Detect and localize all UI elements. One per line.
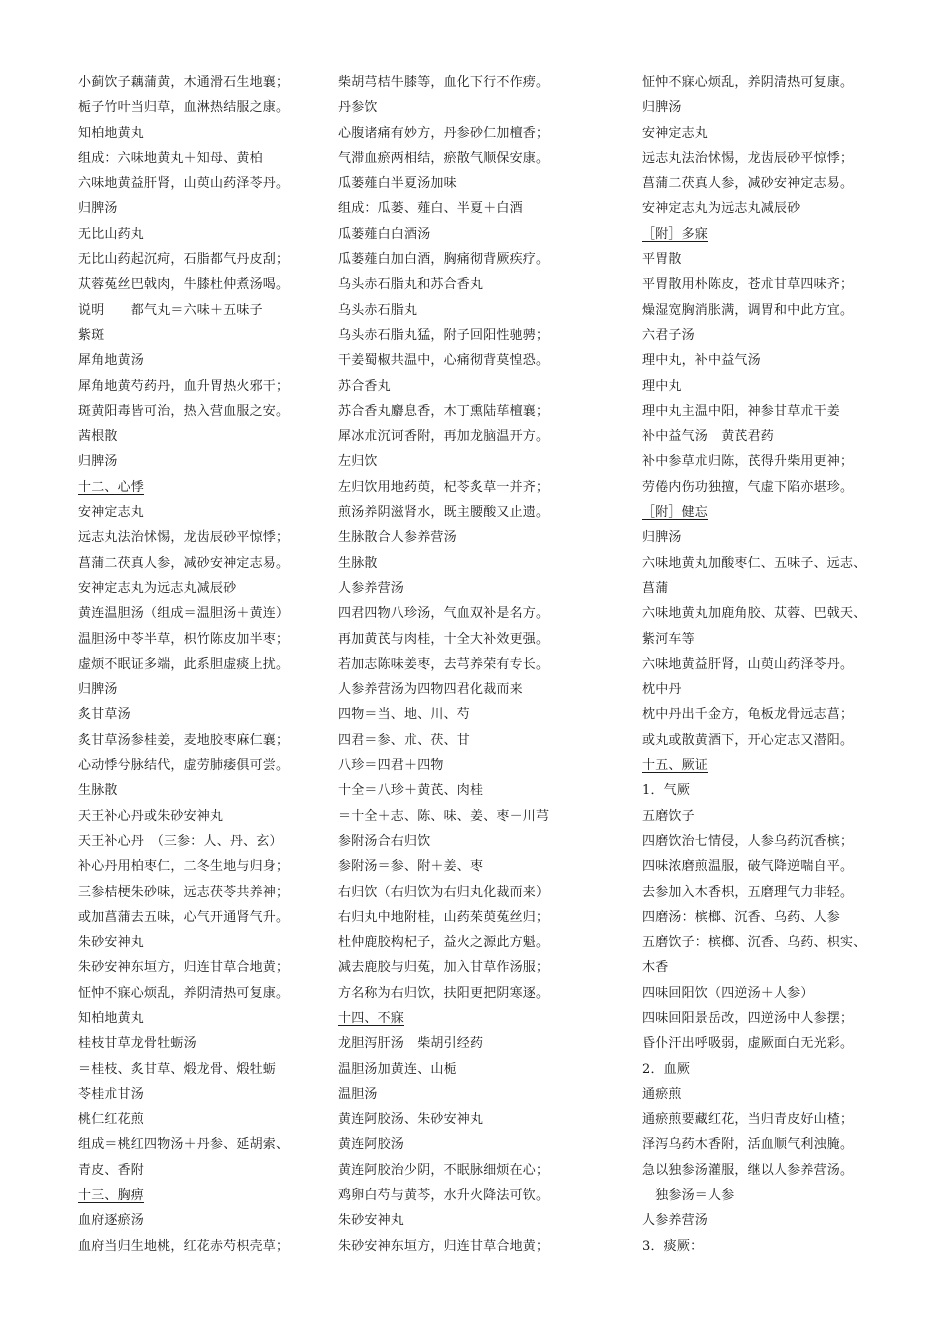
text-line: 炙甘草汤 — [78, 707, 131, 723]
text-line: 天王补心丹或朱砂安神丸 — [78, 808, 224, 824]
text-line: 八珍＝四君＋四物 — [338, 758, 444, 774]
text-line: 苏合香丸麝息香，木丁熏陆荜檀襄； — [338, 403, 550, 419]
text-line: 乌头赤石脂丸和苏合香丸 — [338, 277, 484, 293]
text-line: 或丸或散黄酒下，开心定志又潜阳。 — [642, 732, 854, 748]
text-line: 补中益气汤 黄芪君药 — [642, 429, 775, 445]
text-line: 知柏地黄丸 — [78, 1010, 145, 1026]
text-line: 瓜蒌薤白半夏汤加味 — [338, 176, 457, 192]
text-line: 怔忡不寐心烦乱，养阴清热可复康。 — [642, 75, 854, 90]
text-line: 右归饮（右归饮为右归丸化裁而来） — [338, 884, 550, 900]
text-column-middle — [338, 70, 590, 1259]
text-line: 犀冰朮沉诃香附，再加龙脑温开方。 — [338, 429, 550, 445]
text-line: 劳倦内伤功独擅，气虚下陷亦堪珍。 — [642, 479, 854, 495]
text-line: ＝桂枝、炙甘草、煅龙骨、煅牡蛎 — [78, 1061, 277, 1077]
text-line: 犀角地黄汤 — [78, 353, 145, 369]
text-line: 煎汤养阴滋肾水，既主腰酸又止遗。 — [338, 505, 550, 521]
text-line: 六味地黄丸加鹿角胶、苁蓉、巴戟天、 — [642, 606, 867, 622]
text-line: 通瘀煎 — [642, 1086, 682, 1102]
text-line: 组成＝桃红四物汤＋丹参、延胡索、 — [78, 1137, 290, 1153]
text-line: 安神定志丸 — [78, 505, 145, 521]
text-line: 瓜蒌薤白加白酒，胸痛彻背厥疾疗。 — [338, 252, 550, 268]
text-line: 泽泻乌药木香附，活血顺气利浊腌。 — [642, 1137, 854, 1153]
text-line: 燥湿宽胸消胀满，调胃和中此方宜。 — [642, 302, 854, 318]
text-line: 怔忡不寐心烦乱，养阴清热可复康。 — [78, 985, 290, 1001]
text-line: 参附汤＝参、附＋姜、枣 — [338, 859, 484, 875]
text-line: 菖蒲二茯真人参，减砂安神定志易。 — [78, 555, 290, 571]
text-line: 补中参草朮归陈，芪得升柴用更神； — [642, 454, 854, 470]
text-line: 说明 都气丸＝六味＋五味子 — [78, 302, 263, 318]
text-line: 安神定志丸 — [642, 125, 709, 141]
text-line: 平胃散用朴陈皮，苍朮甘草四味齐； — [642, 277, 854, 293]
text-line: 五磨饮子 — [642, 808, 695, 824]
text-line: 苓桂朮甘汤 — [78, 1086, 145, 1102]
text-line: 温胆汤 — [338, 1086, 378, 1102]
text-line: 组成：瓜蒌、薤白、半夏＋白酒 — [338, 201, 523, 217]
text-line: 干姜蜀椒共温中，心痛彻背莫惶恐。 — [338, 353, 550, 369]
text-line: 去参加入木香枳，五磨理气力非轻。 — [642, 884, 854, 900]
text-line: 瓜蒌薤白白酒汤 — [338, 226, 431, 242]
text-line: 六味地黄益肝肾，山萸山药泽苓丹。 — [642, 656, 854, 672]
text-line: 安神定志丸为远志丸减辰砂 — [78, 580, 237, 596]
text-line: 四磨饮治七情侵，人参乌药沉香槟； — [642, 833, 854, 849]
text-line: 朱砂安神丸 — [78, 935, 145, 951]
text-line: 十全＝八珍＋黄芪、肉桂 — [338, 783, 484, 799]
text-line: 栀子竹叶当归草，血淋热结服之康。 — [78, 100, 290, 116]
section-heading: ［附］健忘 — [642, 505, 709, 521]
text-line: 补心丹用柏枣仁，二冬生地与归身； — [78, 859, 290, 875]
text-line: 虚烦不眠证多端，此系胆虚痰上扰。 — [78, 656, 290, 672]
text-line: 黄连温胆汤（组成＝温胆汤＋黄连） — [78, 606, 290, 622]
text-line: 炙甘草汤参桂姜，麦地胶枣麻仁襄； — [78, 732, 290, 748]
text-line: 气滞血瘀两相结，瘀散气顺保安康。 — [338, 150, 550, 166]
text-line: 木香 — [642, 960, 669, 976]
text-line: 黄连阿胶汤 — [338, 1137, 405, 1153]
text-line: 2．血厥 — [642, 1061, 691, 1077]
text-line: 乌头赤石脂丸 — [338, 302, 418, 318]
text-line: 三参桔梗朱砂味，远志茯苓共养神； — [78, 884, 290, 900]
section-heading: 十四、不寐 — [338, 1010, 405, 1026]
text-line: 血府逐瘀汤 — [78, 1213, 145, 1229]
text-line: 朱砂安神东垣方，归连甘草合地黄； — [78, 960, 290, 976]
text-line: 理中丸主温中阳，神参甘草朮干姜 — [642, 403, 841, 419]
text-line: 左归饮用地药萸，杞苓炙草一并齐； — [338, 479, 550, 495]
section-heading: 十二、心悸 — [78, 479, 145, 495]
text-column-left — [78, 70, 323, 1259]
text-line: 理中丸 — [642, 378, 682, 394]
text-line: 远志丸法治怵惕，龙齿辰砂平惊悸； — [78, 530, 290, 546]
text-line: 平胃散 — [642, 252, 682, 268]
text-line: 丹参饮 — [338, 100, 378, 116]
text-line: 无比山药丸 — [78, 226, 145, 242]
text-line: 黄连阿胶治少阴，不眠脉细烦在心； — [338, 1162, 550, 1178]
text-line: 昏仆汗出呼吸弱，虚厥面白无光彩。 — [642, 1036, 854, 1052]
text-line: 参附汤合右归饮 — [338, 833, 431, 849]
text-line: 六味地黄益肝肾，山萸山药泽苓丹。 — [78, 176, 290, 192]
text-line: 人参养营汤为四物四君化裁而来 — [338, 682, 523, 698]
text-line: 小蓟饮子藕蒲黄，木通滑石生地襄； — [78, 75, 290, 90]
text-line: 归脾汤 — [78, 682, 118, 698]
text-line: 通瘀煎要藏红花，当归青皮好山楂； — [642, 1112, 854, 1128]
text-line: 知柏地黄丸 — [78, 125, 145, 141]
text-line: 四味回阳景岳改，四逆汤中人参摆； — [642, 1010, 854, 1026]
text-line: 四磨汤：槟榔、沉香、乌药、人参 — [642, 909, 841, 925]
text-line: 苁蓉菟丝巴戟肉，牛膝杜仲煮汤喝。 — [78, 277, 290, 293]
text-line: 再加黄芪与肉桂，十全大补效更强。 — [338, 631, 550, 647]
text-line: 桂枝甘草龙骨牡蛎汤 — [78, 1036, 197, 1052]
text-line: 无比山药起沉疴，石脂都气丹皮刮； — [78, 252, 290, 268]
text-line: 朱砂安神丸 — [338, 1213, 405, 1229]
text-line: 鸡卵白芍与黄芩，水升火降法可钦。 — [338, 1188, 550, 1204]
text-line: 苏合香丸 — [338, 378, 391, 394]
text-line: 朱砂安神东垣方，归连甘草合地黄； — [338, 1238, 550, 1254]
section-heading: 十三、胸痹 — [78, 1188, 145, 1204]
text-line: 菖蒲二茯真人参，减砂安神定志易。 — [642, 176, 854, 192]
text-line: 左归饮 — [338, 454, 378, 470]
text-line: 温胆汤中苓半草，枳竹陈皮加半枣； — [78, 631, 290, 647]
text-line: 心腹诸痛有妙方，丹参砂仁加檀香； — [338, 125, 550, 141]
text-line: 生脉散 — [78, 783, 118, 799]
text-column-right — [642, 70, 902, 1259]
text-line: 枕中丹出千金方，龟板龙骨远志菖； — [642, 707, 854, 723]
text-line: 远志丸法治怵惕，龙齿辰砂平惊悸； — [642, 150, 854, 166]
text-line: 四味浓磨煎温服，破气降逆喘自平。 — [642, 859, 854, 875]
text-line: 枕中丹 — [642, 682, 682, 698]
text-line: 柴胡芎桔牛膝等，血化下行不作痨。 — [338, 75, 550, 90]
section-heading: ［附］多寐 — [642, 226, 709, 242]
text-line: 归脾汤 — [78, 454, 118, 470]
text-line: 血府当归生地桃，红花赤芍枳壳草； — [78, 1238, 290, 1254]
text-line: 斑黄阳毒皆可治，热入营血服之安。 — [78, 403, 290, 419]
text-line: 组成：六味地黄丸＋知母、黄柏 — [78, 150, 263, 166]
section-heading: 十五、厥证 — [642, 758, 709, 774]
text-line: 减去鹿胶与归菟，加入甘草作汤服； — [338, 960, 550, 976]
text-line: 犀角地黄芍药丹，血升胃热火邪干； — [78, 378, 290, 394]
text-line: 龙胆泻肝汤 柴胡引经药 — [338, 1036, 484, 1052]
text-line: 方名称为右归饮，扶阳更把阴寒逐。 — [338, 985, 550, 1001]
text-line: 菖蒲 — [642, 580, 669, 596]
text-line: 五磨饮子：槟榔、沉香、乌药、枳实、 — [642, 935, 867, 951]
text-line: 归脾汤 — [642, 530, 682, 546]
text-line: 理中丸，补中益气汤 — [642, 353, 761, 369]
text-line: ＝十全＋志、陈、味、姜、枣－川芎 — [338, 808, 550, 824]
text-line: 独参汤＝人参 — [642, 1188, 735, 1204]
text-line: 茜根散 — [78, 429, 118, 445]
text-line: 紫河车等 — [642, 631, 695, 647]
text-line: 人参养营汤 — [642, 1213, 709, 1229]
text-line: 归脾汤 — [78, 201, 118, 217]
text-line: 四味回阳饮（四逆汤＋人参） — [642, 985, 814, 1001]
text-line: 或加菖蒲去五味，心气开通肾气升。 — [78, 909, 290, 925]
text-line: 若加志陈味姜枣，去芎养荣有专长。 — [338, 656, 550, 672]
text-line: 右归丸中地附桂，山药茱萸菟丝归； — [338, 909, 550, 925]
text-line: 安神定志丸为远志丸减辰砂 — [642, 201, 801, 217]
text-line: 四君四物八珍汤，气血双补是名方。 — [338, 606, 550, 622]
text-line: 乌头赤石脂丸猛，附子回阳性驰骋； — [338, 327, 550, 343]
text-line: 四君＝参、朮、茯、甘 — [338, 732, 471, 748]
text-line: 人参养营汤 — [338, 580, 405, 596]
text-line: 六君子汤 — [642, 327, 695, 343]
text-line: 温胆汤加黄连、山栀 — [338, 1061, 457, 1077]
text-line: 1．气厥 — [642, 783, 691, 799]
text-line: 青皮、香附 — [78, 1162, 145, 1178]
text-line: 四物＝当、地、川、芍 — [338, 707, 471, 723]
text-line: 心动悸兮脉结代，虚劳肺痿俱可尝。 — [78, 758, 290, 774]
text-line: 桃仁红花煎 — [78, 1112, 145, 1128]
text-line: 天王补心丹 （三参：人、丹、玄） — [78, 833, 283, 849]
text-line: 归脾汤 — [642, 100, 682, 116]
text-line: 六味地黄丸加酸枣仁、五味子、远志、 — [642, 555, 867, 571]
text-line: 杜仲鹿胶构杞子，益火之源此方魁。 — [338, 935, 550, 951]
text-line: 生脉散合人参养营汤 — [338, 530, 457, 546]
text-line: 急以独参汤灌服，继以人参养营汤。 — [642, 1162, 854, 1178]
text-line: 黄连阿胶汤、朱砂安神丸 — [338, 1112, 484, 1128]
text-line: 紫斑 — [78, 327, 105, 343]
text-line: 生脉散 — [338, 555, 378, 571]
text-line: 3．痰厥： — [642, 1238, 704, 1254]
